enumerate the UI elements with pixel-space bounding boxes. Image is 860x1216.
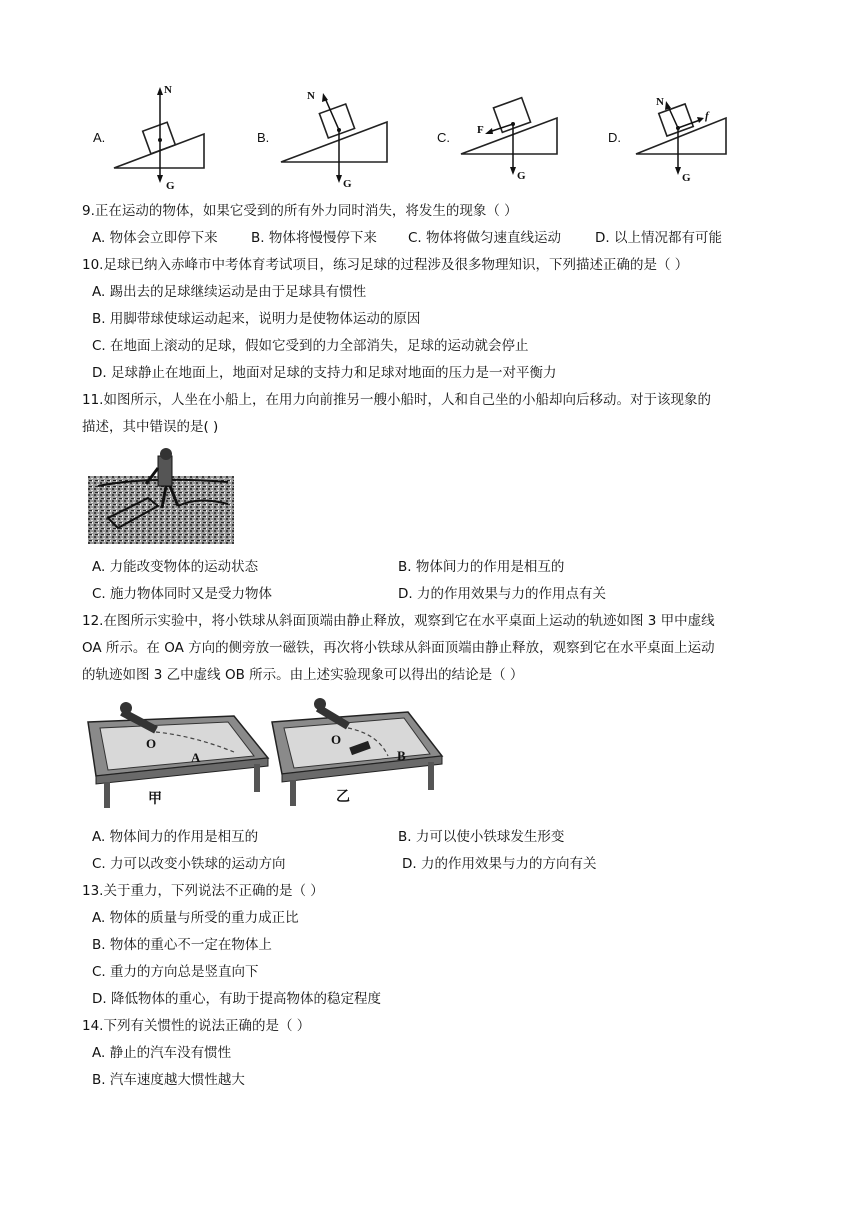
q9-option-d[interactable]: D. 以上情况都有可能 [595, 230, 722, 246]
q14-stem: 14.下列有关惯性的说法正确的是（ ） [82, 1018, 311, 1034]
point-o-label: O [331, 732, 342, 747]
q11-boat-photo [88, 446, 236, 546]
q9-option-b[interactable]: B. 物体将慢慢停下来 [251, 230, 377, 246]
q8-figure-a [88, 82, 213, 192]
force-n-label: N [307, 90, 315, 102]
q12-stem-line1: 12.在图所示实验中，将小铁球从斜面顶端由静止释放，观察到它在水平桌面上运动的轨迹如图 3 甲中虚线 [82, 613, 715, 629]
q8-figure-b [255, 82, 395, 192]
force-g-label: G [343, 178, 352, 190]
q8-option-label: C. [437, 130, 450, 145]
q10-option-a[interactable]: A. 踢出去的足球继续运动是由于足球具有惯性 [92, 284, 367, 300]
q13-option-a[interactable]: A. 物体的质量与所受的重力成正比 [92, 910, 299, 926]
q12-option-d[interactable]: D. 力的作用效果与力的方向有关 [402, 856, 597, 872]
incline-force-diagram-icon [604, 90, 734, 190]
q12-option-a[interactable]: A. 物体间力的作用是相互的 [92, 829, 259, 845]
q11-option-b[interactable]: B. 物体间力的作用是相互的 [398, 559, 565, 575]
force-f-label: F [477, 124, 484, 136]
force-g-label: G [517, 170, 526, 182]
q10-option-d[interactable]: D. 足球静止在地面上，地面对足球的支持力和足球对地面的压力是一对平衡力 [92, 365, 557, 381]
q13-stem: 13.关于重力，下列说法不正确的是（ ） [82, 883, 324, 899]
force-g-label: G [682, 172, 691, 184]
force-g-label: G [166, 180, 175, 192]
q12-stem-line2: OA 所示。在 OA 方向的侧旁放一磁铁，再次将小铁球从斜面顶端由静止释放，观察到它在水平桌面上运动 [82, 640, 715, 656]
force-n-label: N [164, 84, 172, 96]
force-f-label: f [705, 110, 709, 122]
q13-option-b[interactable]: B. 物体的重心不一定在物体上 [92, 937, 272, 953]
incline-force-diagram-icon [255, 82, 395, 192]
q11-option-a[interactable]: A. 力能改变物体的运动状态 [92, 559, 259, 575]
q12-option-b[interactable]: B. 力可以使小铁球发生形变 [398, 829, 565, 845]
q8-option-label: B. [257, 130, 270, 145]
q12-option-c[interactable]: C. 力可以改变小铁球的运动方向 [92, 856, 286, 872]
boat-push-image-icon [88, 446, 236, 546]
q12-stem-line3: 的轨迹如图 3 乙中虚线 OB 所示。由上述实验现象可以得出的结论是（ ） [82, 667, 524, 683]
table-ramp-experiment-icon [84, 692, 274, 810]
q9-option-a[interactable]: A. 物体会立即停下来 [92, 230, 218, 246]
q11-stem-line2: 描述，其中错误的是( ) [82, 419, 219, 435]
q8-option-label: D. [608, 130, 621, 145]
incline-force-diagram-icon [88, 82, 213, 192]
q10-stem: 10.足球已纳入赤峰市中考体育考试项目，练习足球的过程涉及很多物理知识，下列描述正确的是（ ） [82, 257, 689, 273]
q14-option-b[interactable]: B. 汽车速度越大惯性越大 [92, 1072, 245, 1088]
q10-option-b[interactable]: B. 用脚带球使球运动起来，说明力是使物体运动的原因 [92, 311, 421, 327]
q14-option-a[interactable]: A. 静止的汽车没有惯性 [92, 1045, 232, 1061]
q13-option-d[interactable]: D. 降低物体的重心，有助于提高物体的稳定程度 [92, 991, 381, 1007]
figure-caption-jia: 甲 [148, 791, 162, 807]
q9-option-c[interactable]: C. 物体将做匀速直线运动 [408, 230, 562, 246]
point-b-label: B [397, 748, 406, 763]
q8-option-label: A. [93, 130, 106, 145]
q11-option-c[interactable]: C. 施力物体同时又是受力物体 [92, 586, 273, 602]
point-a-label: A [191, 750, 201, 765]
q13-option-c[interactable]: C. 重力的方向总是竖直向下 [92, 964, 259, 980]
q10-option-c[interactable]: C. 在地面上滚动的足球，假如它受到的力全部消失，足球的运动就会停止 [92, 338, 529, 354]
q11-option-d[interactable]: D. 力的作用效果与力的作用点有关 [398, 586, 606, 602]
point-o-label: O [146, 736, 157, 751]
q8-figure-d [604, 90, 734, 190]
table-ramp-magnet-experiment-icon [268, 690, 446, 810]
q11-stem-line1: 11.如图所示，人坐在小船上，在用力向前推另一艘小船时，人和自己坐的小船却向后移动。对于该现象的 [82, 392, 711, 408]
force-n-label: N [656, 96, 664, 108]
q8-figure-c [435, 90, 570, 190]
incline-force-diagram-icon [435, 90, 570, 190]
q9-stem: 9.正在运动的物体，如果它受到的所有外力同时消失，将发生的现象（ ） [82, 203, 518, 219]
figure-caption-yi: 乙 [336, 789, 350, 805]
q12-figure-left [84, 692, 274, 810]
q12-figure-right [268, 690, 446, 810]
